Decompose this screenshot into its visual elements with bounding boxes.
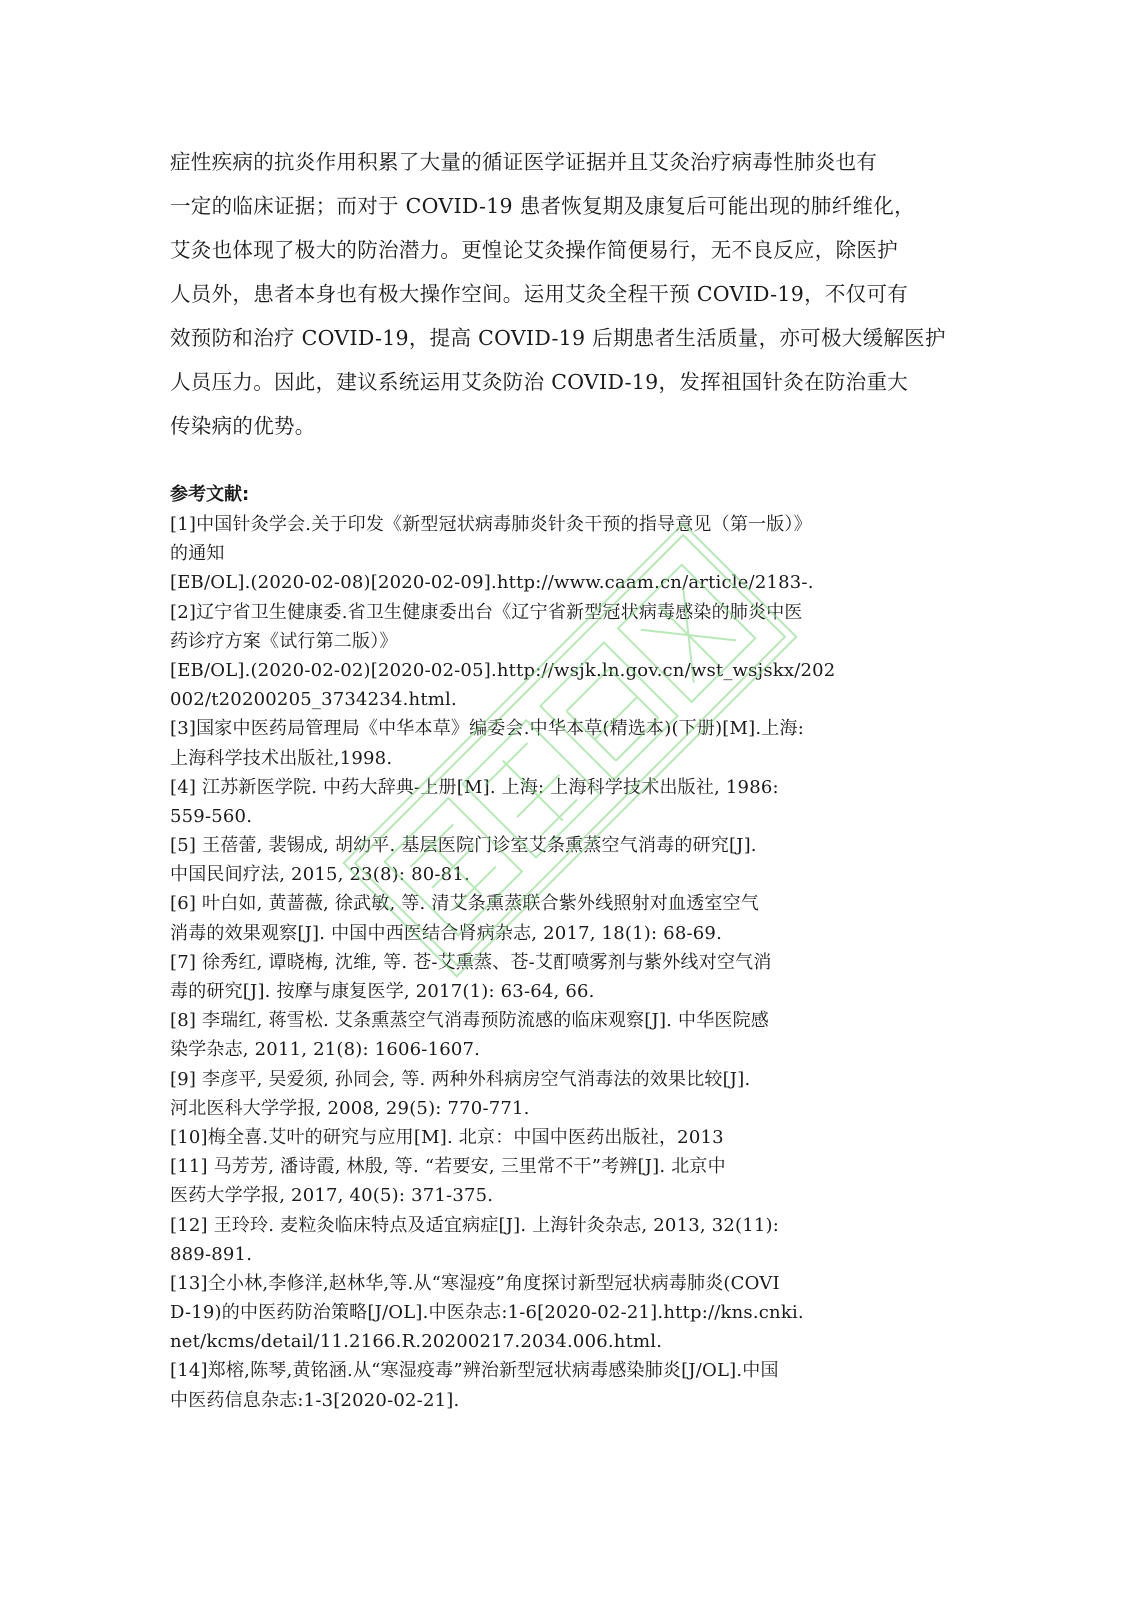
reference-line: [14]郑榕,陈琴,黄铭涵.从“寒湿疫毒”辨治新型冠状病毒感染肺炎[J/OL].中国 <box>170 1360 779 1382</box>
references-section <box>170 480 970 1415</box>
reference-line: 消毒的效果观察[J]. 中国中西医结合肾病杂志, 2017, 18(1): 68-69. <box>170 922 722 944</box>
reference-line: [10]梅全喜.艾叶的研究与应用[M]. 北京：中国中医药出版社，2013 <box>170 1126 724 1148</box>
reference-line: [EB/OL].(2020-02-08)[2020-02-09].http://www.caam.cn/article/2183-. <box>170 572 814 594</box>
reference-line: [6] 叶白如, 黄蔷薇, 徐武敏, 等. 清艾条熏蒸联合紫外线照射对血透室空气 <box>170 893 759 915</box>
reference-line: 889-891. <box>170 1243 253 1265</box>
reference-line: D-19)的中医药防治策略[J/OL].中医杂志:1-6[2020-02-21].http://kns.cnki. <box>170 1302 804 1324</box>
paragraph-line: 传染病的优势。 <box>170 414 316 438</box>
reference-line: [9] 李彦平, 吴爱须, 孙同会, 等. 两种外科病房空气消毒法的效果比较[J]. <box>170 1068 751 1090</box>
reference-line: 中国民间疗法, 2015, 23(8): 80-81. <box>170 864 470 886</box>
reference-line: 毒的研究[J]. 按摩与康复医学, 2017(1): 63-64, 66. <box>170 981 595 1002</box>
reference-line: 药诊疗方案《试行第二版）》 <box>170 630 398 652</box>
reference-line: [11] 马芳芳, 潘诗霞, 林殷, 等. “若要安, 三里常不干”考辨[J]. 北京中 <box>170 1156 726 1178</box>
paragraph-line: 人员外，患者本身也有极大操作空间。运用艾灸全程干预 COVID-19，不仅可有 <box>170 282 909 306</box>
body-paragraph <box>170 140 970 448</box>
reference-line: net/kcms/detail/11.2166.R.20200217.2034.006.html. <box>170 1331 663 1353</box>
references-heading: 参考文献: <box>170 484 250 505</box>
reference-line: 河北医科大学学报, 2008, 29(5): 770-771. <box>170 1097 530 1119</box>
reference-line: [7] 徐秀红, 谭晓梅, 沈维, 等. 苍-艾熏蒸、苍-艾酊喷雾剂与紫外线对空气消 <box>170 951 772 973</box>
reference-line: [EB/OL].(2020-02-02)[2020-02-05].http://wsjk.ln.gov.cn/wst_wsjskx/202 <box>170 659 836 681</box>
reference-line: 中医药信息杂志:1-3[2020-02-21]. <box>170 1389 460 1411</box>
reference-line: 的通知 <box>170 543 225 565</box>
reference-line: [2]辽宁省卫生健康委.省卫生健康委出台《辽宁省新型冠状病毒感染的肺炎中医 <box>170 601 803 623</box>
paragraph-line: 效预防和治疗 COVID-19，提高 COVID-19 后期患者生活质量，亦可极大缓解医护 <box>170 326 946 350</box>
reference-line: 002/t20200205_3734234.html. <box>170 689 457 711</box>
reference-line: 559-560. <box>170 805 253 827</box>
reference-line: [1]中国针灸学会.关于印发《新型冠状病毒肺炎针灸干预的指导意见（第一版）》 <box>170 514 812 535</box>
reference-line: 医药大学学报, 2017, 40(5): 371-375. <box>170 1185 494 1207</box>
paragraph-line: 症性疾病的抗炎作用积累了大量的循证医学证据并且艾灸治疗病毒性肺炎也有 <box>170 150 878 174</box>
reference-line: [3]国家中医药局管理局《中华本草》编委会.中华本草(精选本)(下册)[M].上海: <box>170 718 804 740</box>
reference-line: [8] 李瑞红, 蒋雪松. 艾条熏蒸空气消毒预防流感的临床观察[J]. 中华医院感 <box>170 1010 770 1032</box>
reference-line: 上海科学技术出版社,1998. <box>170 747 393 769</box>
reference-line: [12] 王玲玲. 麦粒灸临床特点及适宜病症[J]. 上海针灸杂志, 2013, 32(11): <box>170 1214 780 1236</box>
paragraph-line: 人员压力。因此，建议系统运用艾灸防治 COVID-19，发挥祖国针灸在防治重大 <box>170 370 909 394</box>
reference-line: [5] 王蓓蕾, 裴锡成, 胡幼平. 基层医院门诊室艾条熏蒸空气消毒的研究[J]. <box>170 835 757 857</box>
reference-line: [4] 江苏新医学院. 中药大辞典-上册[M]. 上海: 上海科学技术出版社, 1986: <box>170 776 779 798</box>
reference-line: 染学杂志, 2011, 21(8): 1606-1607. <box>170 1039 481 1061</box>
paragraph-line: 一定的临床证据；而对于 COVID-19 患者恢复期及康复后可能出现的肺纤维化， <box>170 194 915 218</box>
paragraph-line: 艾灸也体现了极大的防治潜力。更惶论艾灸操作简便易行，无不良反应，除医护 <box>170 238 898 262</box>
reference-line: [13]仝小林,李修洋,赵林华,等.从“寒湿疫”角度探讨新型冠状病毒肺炎(COVI <box>170 1272 780 1294</box>
